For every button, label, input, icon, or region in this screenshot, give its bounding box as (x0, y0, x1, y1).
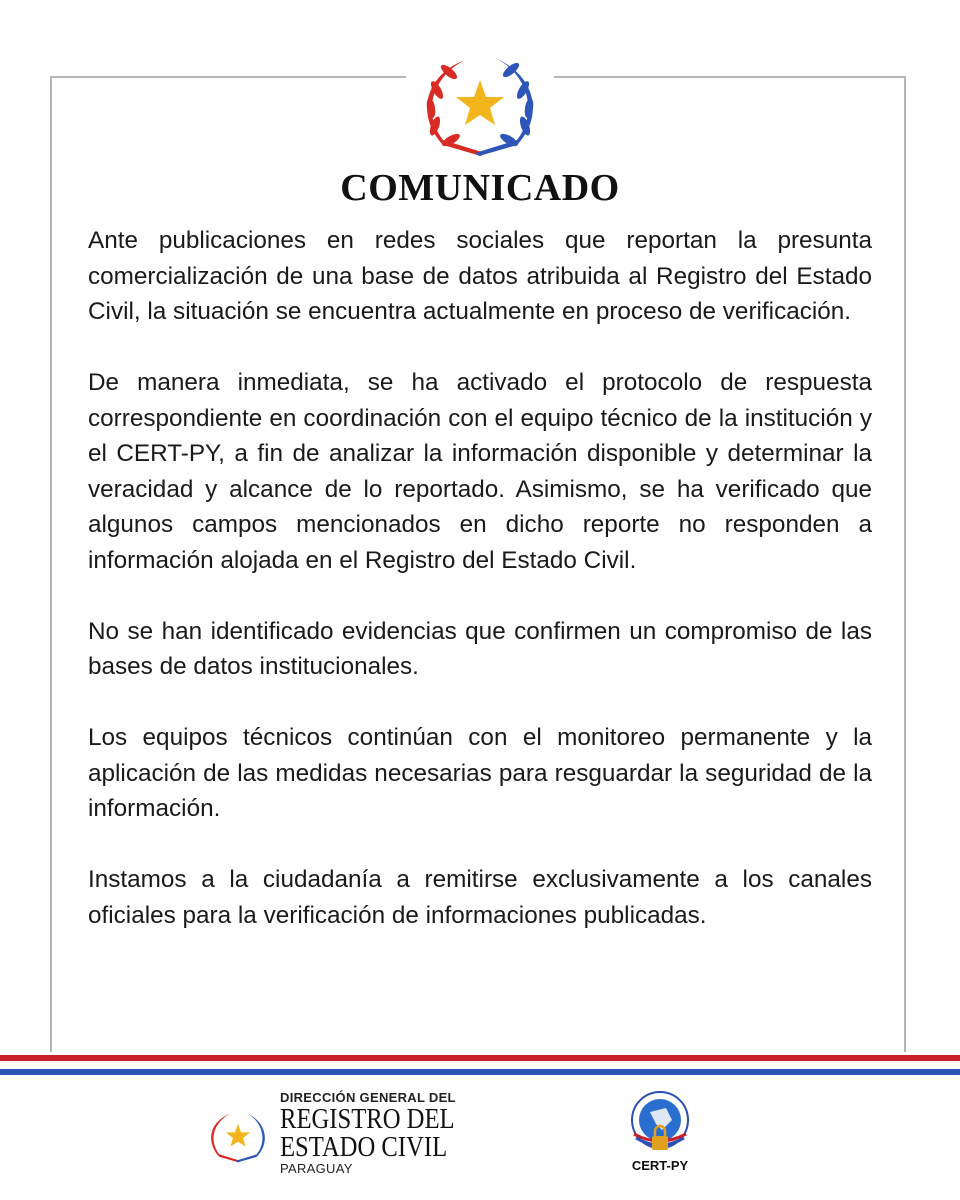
paragraph: De manera inmediata, se ha activado el protocolo de respuesta correspondiente en coordinación con el equipo técnico de la institución y el CERT-PY, a fin de analizar la información disponible y determinar la veracidad y alcance de lo reportado. Asimismo, se ha verificado que algunos campos mencionados en dicho reporte no responden a información alojada en el Registro del Estado Civil. (88, 369, 872, 574)
paraguay-emblem-small-icon (205, 1108, 271, 1166)
flag-stripe-blue (0, 1069, 960, 1075)
paragraph: No se han identificado evidencias que confirmen un compromiso de las bases de datos institucionales. (88, 617, 872, 680)
frame-right (904, 76, 906, 1052)
frame-top-left (50, 76, 406, 78)
paragraph: Ante publicaciones en redes sociales que reportan la presunta comercialización de una base de datos atribuida al Registro del Estado Civil, la situación se encuentra actualmente en proceso de verificación. (88, 227, 872, 325)
paragraph: Instamos a la ciudadanía a remitirse exclusivamente a los canales oficiales para la verificación de informaciones publicadas. (88, 866, 872, 929)
cert-py-logo (625, 1090, 695, 1180)
registro-line4: PARAGUAY (280, 1161, 353, 1176)
cert-py-label: CERT-PY (631, 1158, 689, 1173)
frame-left (50, 76, 52, 1052)
cert-py-shield-icon (628, 1090, 692, 1158)
registro-line3: ESTADO CIVIL (280, 1131, 448, 1163)
communique-body (88, 223, 872, 969)
registro-line2: REGISTRO DEL (280, 1103, 455, 1135)
page-title: COMUNICADO (340, 167, 620, 209)
paraguay-national-emblem-icon (415, 50, 545, 162)
paragraph: Los equipos técnicos continúan con el monitoreo permanente y la aplicación de las medidas necesarias para resguardar la seguridad de la información. (88, 724, 872, 822)
frame-top-right (554, 76, 906, 78)
flag-stripe-red (0, 1055, 960, 1061)
registro-civil-logo (205, 1090, 505, 1180)
registro-line1: DIRECCIÓN GENERAL DEL (280, 1090, 456, 1105)
